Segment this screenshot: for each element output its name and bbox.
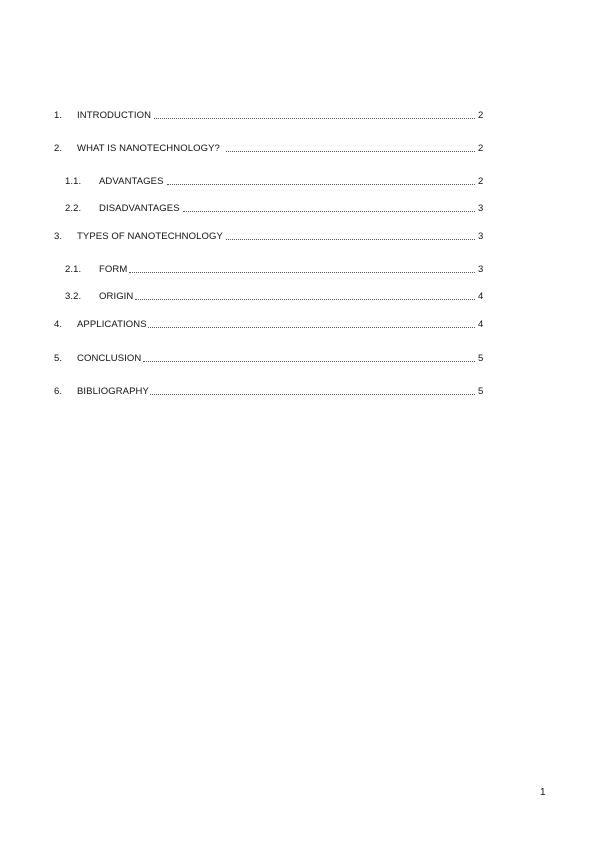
- toc-entry-title: BIBLIOGRAPHY: [77, 386, 149, 397]
- toc-entry-title: CONCLUSION: [77, 353, 142, 364]
- footer-page-number: 1: [540, 787, 546, 798]
- toc-entry-what-is-nanotechnology[interactable]: [0, 142, 599, 156]
- toc-entry-page: 3: [478, 231, 484, 242]
- toc-dot-leader: [143, 361, 479, 362]
- toc-entry-conclusion[interactable]: [0, 352, 599, 366]
- toc-dot-leader: [167, 184, 479, 185]
- toc-entry-advantages[interactable]: [0, 175, 599, 189]
- toc-entry-number: 3.2.: [65, 291, 82, 302]
- toc-entry-bibliography[interactable]: [0, 385, 599, 399]
- toc-dot-leader: [129, 272, 479, 273]
- toc-entry-title: TYPES OF NANOTECHNOLOGY: [77, 231, 223, 242]
- toc-entry-page: 5: [478, 386, 484, 397]
- toc-entry-number: 2.2.: [65, 203, 82, 214]
- toc-entry-title: WHAT IS NANOTECHNOLOGY?: [77, 143, 220, 154]
- toc-entry-number: 6.: [54, 386, 63, 397]
- toc-entry-types-of-nanotechnology[interactable]: [0, 230, 599, 244]
- toc-entry-disadvantages[interactable]: [0, 202, 599, 216]
- toc-entry-page: 3: [478, 203, 484, 214]
- toc-dot-leader: [226, 239, 479, 240]
- toc-entry-page: 4: [478, 291, 484, 302]
- toc-entry-form[interactable]: [0, 263, 599, 277]
- toc-dot-leader: [135, 299, 479, 300]
- toc-entry-applications[interactable]: [0, 318, 599, 332]
- toc-dot-leader: [226, 151, 479, 152]
- toc-entry-number: 1.: [54, 110, 63, 121]
- toc-entry-page: 4: [478, 319, 484, 330]
- toc-entry-title: ORIGIN: [99, 291, 134, 302]
- toc-entry-number: 4.: [54, 319, 63, 330]
- toc-dot-leader: [183, 211, 479, 212]
- toc-entry-page: 2: [478, 176, 484, 187]
- toc-dot-leader: [154, 118, 479, 119]
- toc-entry-introduction[interactable]: [0, 109, 599, 123]
- toc-entry-title: INTRODUCTION: [77, 110, 152, 121]
- toc-entry-title: DISADVANTAGES: [99, 203, 180, 214]
- toc-entry-page: 2: [478, 143, 484, 154]
- toc-entry-number: 5.: [54, 353, 63, 364]
- toc-entry-number: 2.: [54, 143, 63, 154]
- toc-entry-title: FORM: [99, 264, 128, 275]
- toc-entry-number: 1.1.: [65, 176, 82, 187]
- toc-dot-leader: [150, 394, 479, 395]
- toc-entry-page: 5: [478, 353, 484, 364]
- toc-entry-origin[interactable]: [0, 290, 599, 304]
- toc-entry-title: ADVANTAGES: [99, 176, 164, 187]
- toc-entry-number: 2.1.: [65, 264, 82, 275]
- toc-entry-page: 3: [478, 264, 484, 275]
- toc-entry-page: 2: [478, 110, 484, 121]
- toc-dot-leader: [148, 327, 479, 328]
- toc-entry-number: 3.: [54, 231, 63, 242]
- toc-entry-title: APPLICATIONS: [77, 319, 147, 330]
